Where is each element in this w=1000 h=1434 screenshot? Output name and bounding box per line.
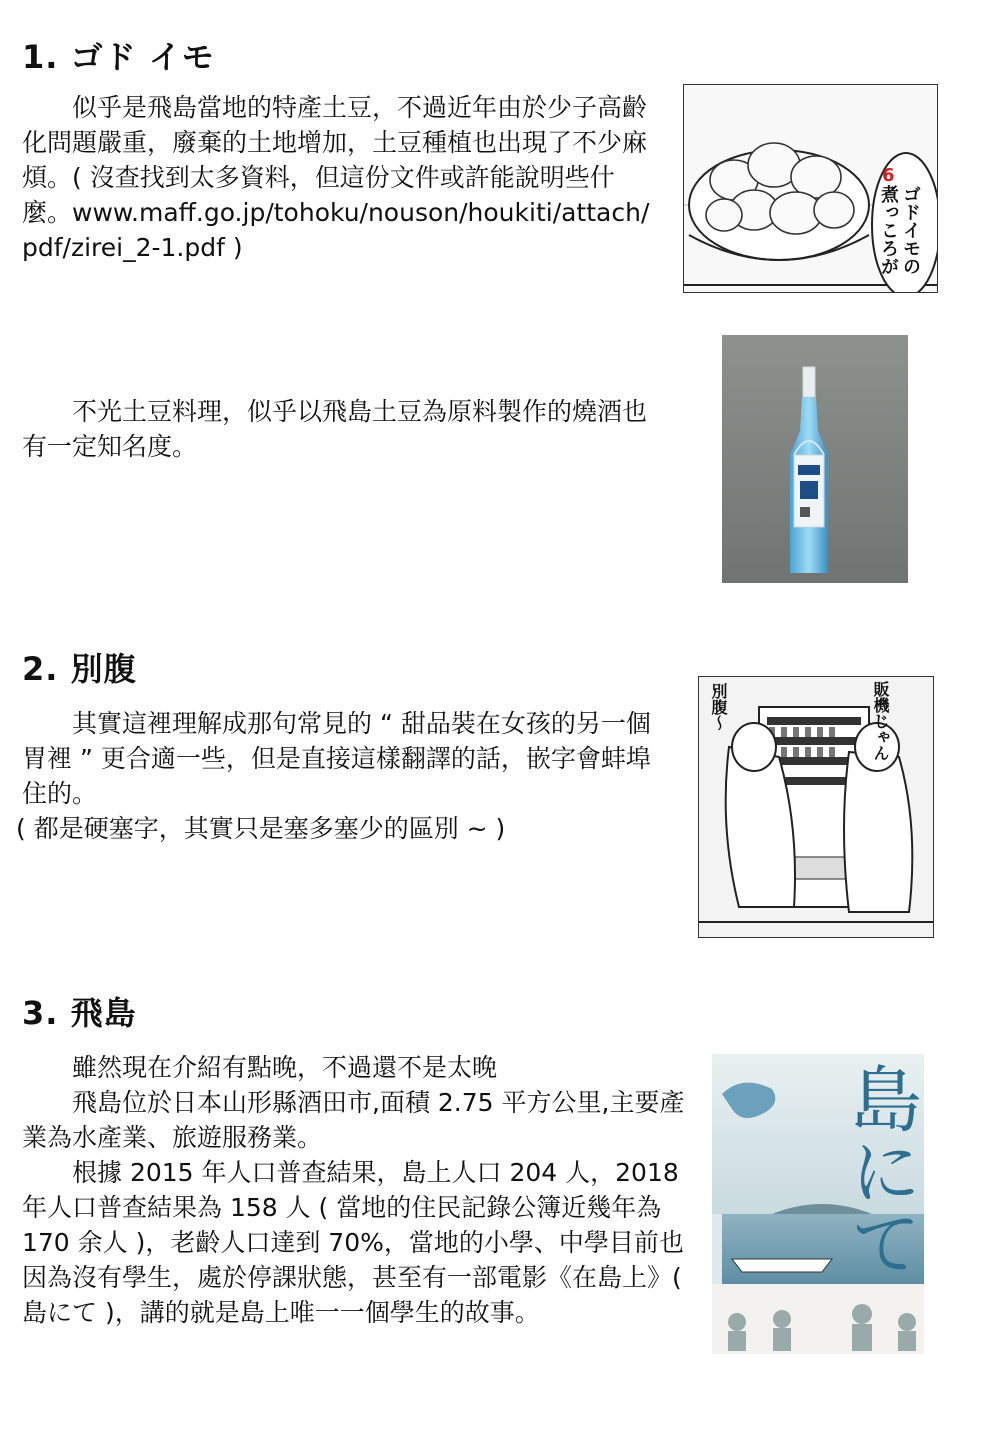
vending-machine-manga-panel <box>698 676 934 938</box>
section3-text <box>22 1050 692 1330</box>
vending-machine-illustration <box>699 677 933 937</box>
potato-manga-panel <box>683 84 938 293</box>
section2-paragraph-2: ( 都是硬塞字，其實只是塞多塞少的區別 ~ ) <box>16 814 506 843</box>
movie-poster-shima-nite <box>712 1054 924 1354</box>
section3-paragraph-2: 飛島位於日本山形縣酒田市,面積 2.75 平方公里,主要產業為水產業、旅遊服務業。 <box>22 1088 685 1152</box>
section1-text <box>22 90 658 265</box>
manga-speech-bubble: ゴドイモの煮っころが <box>878 185 921 275</box>
section2-heading: 2. 別腹 <box>22 650 137 688</box>
section1-heading: 1. ゴド イモ <box>22 38 215 76</box>
section1-paragraph-2: 不光土豆料理，似乎以飛島土豆為原料製作的燒酒也有一定知名度。 <box>22 397 648 461</box>
section2-paragraph-1: 其實這裡理解成那句常見的 “ 甜品裝在女孩的另一個胃裡 ” 更合適一些，但是直接這樣翻譯的話，嵌字會蚌埠住的。 <box>22 709 651 808</box>
manga-bubble-betsubara: 別腹〜 <box>709 683 728 731</box>
section1-paragraph-1: 似乎是飛島當地的特產土豆，不過近年由於少子高齡化問題嚴重，廢棄的土地增加，土豆種植也出現了不少麻煩。( 沒查找到太多資料，但這份文件或許能說明些什麼。www.maff.go.jp/tohoku/nouson/houkiti/attach/pdf/zirei_2-1.pdf ) <box>22 93 650 262</box>
shochu-bottle-photo <box>722 335 908 583</box>
section3-paragraph-3: 根據 2015 年人口普查結果，島上人口 204 人，2018 年人口普查結果為 158 人 ( 當地的住民記錄公簿近幾年為 170 余人 )，老齡人口達到 70%，當地的小學、中學目前也因為沒有學生，處於停課狀態，甚至有一部電影《在島上》( 島にて )，講的就是島上唯一一個學生的故事。 <box>22 1158 684 1327</box>
poster-title: 島にて <box>838 1062 922 1278</box>
section3-heading: 3. 飛島 <box>22 994 137 1032</box>
section3-paragraph-1: 雖然現在介紹有點晚，不過還不是太晚 <box>72 1053 498 1082</box>
manga-bubble-hanki: 販機じゃん <box>871 681 890 761</box>
bottle-illustration <box>722 335 908 583</box>
manga-panel-number: 6 <box>882 165 895 186</box>
section2-text <box>16 706 674 846</box>
section1-text-2 <box>22 394 662 464</box>
